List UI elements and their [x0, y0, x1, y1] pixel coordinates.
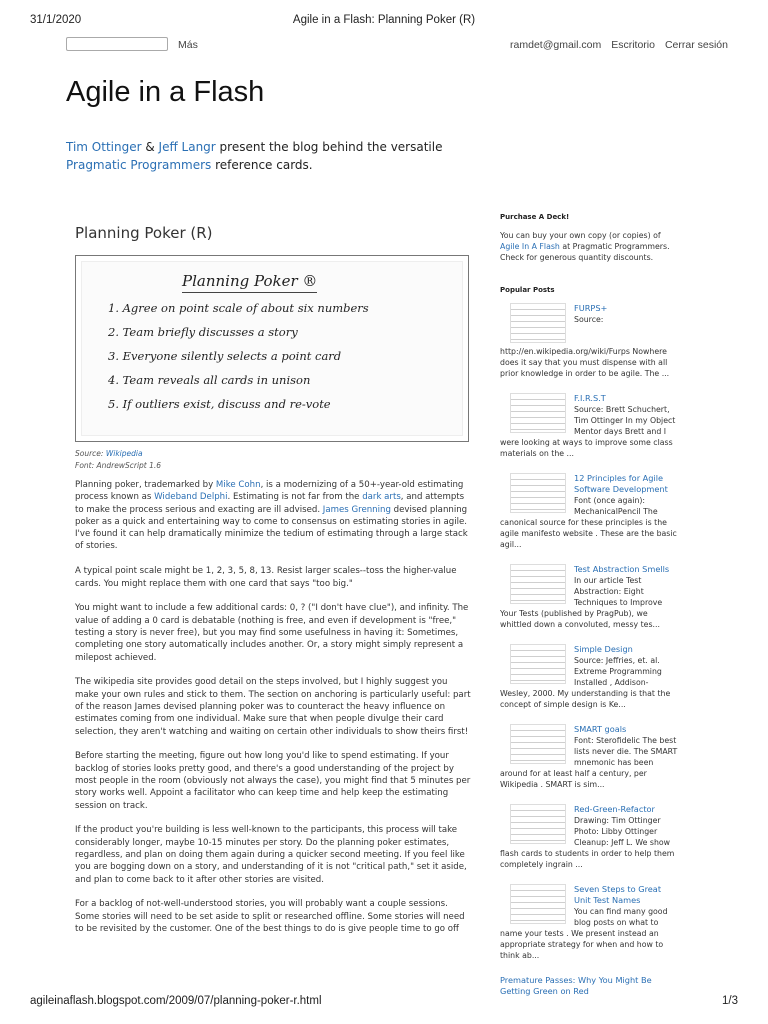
popular-post-snippet: Font: Sterofidelic The best lists never die. The SMART mnemonic has been around for at least half a century, per Wikipedia . SMART is sim...: [500, 736, 678, 789]
popular-post: [500, 473, 678, 550]
wideband-delphi-link[interactable]: Wideband Delphi: [154, 492, 228, 503]
post-title[interactable]: Planning Poker (R): [75, 224, 213, 242]
popular-post-title[interactable]: F.I.R.S.T: [574, 393, 606, 403]
card-title: Planning Poker ®: [182, 272, 317, 293]
mike-cohn-link[interactable]: Mike Cohn: [215, 480, 261, 490]
card-step: 4. Team reveals all cards in unison: [108, 373, 311, 387]
font-credit: Font: AndrewScript 1.6: [75, 461, 162, 470]
popular-post: [500, 303, 678, 379]
popular-post-snippet: Source: Jeffries, et. al. Extreme Programming Installed , Addison-Wesley, 2000. My understanding is that the concept of simple design is Ke...: [500, 656, 671, 709]
popular-post-title[interactable]: Test Abstraction Smells: [574, 564, 670, 574]
paragraph: Before starting the meeting, figure out how long you'd like to spend estimating. If your backlog of stories looks pretty good, and there's a good understanding of the project by most people in the room (obviously not always the case), you might find that 5 minutes per story works well. Appoint a facilitator who can keep time and help keep the estimating session on track.: [75, 751, 471, 811]
author-jeff-link[interactable]: Jeff Langr: [158, 140, 216, 154]
popular-post-title[interactable]: Red-Green-Refactor: [574, 804, 655, 814]
post-thumbnail[interactable]: [510, 804, 566, 844]
popular-post: [500, 975, 678, 997]
popular-post-snippet: You can find many good blog posts on what to name your tests . We present instead an appropriate strategy for when and how to think ab...: [500, 907, 668, 960]
popular-post-title[interactable]: FURPS+: [574, 303, 608, 313]
author-tim-link[interactable]: Tim Ottinger: [66, 140, 142, 154]
logout-link[interactable]: Cerrar sesión: [664, 39, 728, 51]
wikipedia-source-link[interactable]: Wikipedia: [105, 449, 143, 458]
print-url: agileinaflash.blogspot.com/2009/07/planning-poker-r.html: [30, 995, 322, 1007]
popular-post-snippet: Drawing: Tim Ottinger Photo: Libby Ottinger Cleanup: Jeff L. We show flash cards to students in order to help them completely ingrain ...: [500, 816, 675, 869]
post-body: [75, 479, 473, 948]
card-steps: [108, 296, 369, 416]
agile-in-a-flash-link[interactable]: Agile In A Flash: [500, 242, 560, 251]
print-header: [0, 14, 768, 28]
pragprog-link[interactable]: Pragmatic Programmers: [66, 158, 212, 172]
paragraph: Planning poker, trademarked by Mike Cohn, is a modernizing of a 50+-year-old estimating process known as Wideband Delphi. Estimating is not far from the dark arts, and attempts to make the process serious and exacting are ill advised. James Grenning devised planning poker as a quick and entertaining way to come to consensus on estimating stories in agile. I've found it can help dramatically minimize the tedium of estimating through a large stack of stories.: [75, 480, 468, 552]
popular-post: [500, 804, 678, 870]
popular-post: [500, 644, 678, 710]
blogger-navbar: [0, 36, 768, 56]
blog-title[interactable]: Agile in a Flash: [66, 76, 265, 108]
card-step: 3. Everyone silently selects a point card: [108, 349, 342, 363]
post-thumbnail[interactable]: [510, 393, 566, 433]
desktop-link[interactable]: Escritorio: [611, 39, 655, 51]
flash-card: [81, 261, 463, 436]
popular-post-title[interactable]: Seven Steps to Great Unit Test Names: [574, 884, 662, 905]
popular-post-snippet: Font (once again): MechanicalPencil The canonical source for these principles is the agile manifesto website . These are the basic agil...: [500, 496, 677, 549]
paragraph: If the product you're building is less well-known to the participants, this process will take considerably longer, maybe 10-15 minutes per story. Do the planning poker estimates, regardless, and plan on doing them again during a quicker second meeting. If you feel like you are bogging down on a story, and understanding of it is not "critical path," set it aside, and plan to come back to it after other stories are visited.: [75, 825, 467, 885]
page-number: 1/3: [722, 995, 738, 1007]
paragraph: You might want to include a few additional cards: 0, ? ("I don't have clue"), and infinity. The value of adding a 0 card is debatable (nothing is free, and even if development is "free," testing a story is never free), but you may find some usefulness in having it: Sometimes, completing one story automatically includes another. Or, a story might simply represent a milepost achieved.: [75, 603, 469, 663]
popular-post: [500, 393, 678, 459]
card-step: 5. If outliers exist, discuss and re-vote: [108, 397, 331, 411]
popular-post-snippet: Source: Brett Schuchert, Tim Ottinger In my Object Mentor days Brett and I were looking at ways to improve some class materials on the ...: [500, 405, 676, 458]
search-input[interactable]: [66, 37, 168, 51]
popular-posts-list: [500, 303, 678, 997]
popular-post-title[interactable]: 12 Principles for Agile Software Development: [574, 473, 668, 494]
popular-post-title[interactable]: Premature Passes: Why You Might Be Getting Green on Red: [500, 975, 652, 996]
image-caption: Source: Wikipedia Font: AndrewScript 1.6: [75, 449, 162, 470]
post-thumbnail[interactable]: [510, 303, 566, 343]
account-email[interactable]: ramdet@gmail.com: [510, 39, 602, 51]
post-thumbnail[interactable]: [510, 724, 566, 764]
more-link[interactable]: Más: [178, 39, 198, 51]
sidebar: [500, 212, 678, 1011]
purchase-text: You can buy your own copy (or copies) of Agile In A Flash at Pragmatic Programmers. Check for generous quantity discounts.: [500, 231, 670, 262]
popular-post-snippet: In our article Test Abstraction: Eight Techniques to Improve Your Tests (published by PragPub), we whittled down a convoluted, messy tes...: [500, 576, 663, 629]
blog-description: Tim Ottinger & Jeff Langr present the blog behind the versatile Pragmatic Programmers reference cards.: [66, 140, 443, 172]
popular-posts-heading: Popular Posts: [500, 286, 555, 294]
popular-post-title[interactable]: Simple Design: [574, 644, 633, 654]
james-grenning-link[interactable]: James Grenning: [322, 504, 391, 515]
post-thumbnail[interactable]: [510, 884, 566, 924]
paragraph: A typical point scale might be 1, 2, 3, 5, 8, 13. Resist larger scales--toss the higher-value cards. You might replace them with one card that says "too big.": [75, 566, 457, 589]
print-footer: [0, 995, 768, 1009]
navbar-account-links: [510, 39, 728, 51]
purchase-heading: Purchase A Deck!: [500, 213, 570, 221]
post-thumbnail[interactable]: [510, 473, 566, 513]
print-title: Agile in a Flash: Planning Poker (R): [292, 14, 476, 26]
card-step: 2. Team briefly discusses a story: [108, 325, 298, 339]
popular-post: [500, 724, 678, 790]
dark-arts-link[interactable]: dark arts: [362, 492, 401, 503]
flash-card-image: [75, 255, 469, 442]
print-date: 31/1/2020: [30, 14, 82, 26]
post-thumbnail[interactable]: [510, 644, 566, 684]
post-thumbnail[interactable]: [510, 564, 566, 604]
paragraph: For a backlog of not-well-understood stories, you will probably want a couple sessions. Some stories will need to be set aside to split or researched offline. Some stories will need to be revisited by the customer. One of the best things to do is give people time to go off: [75, 899, 465, 934]
popular-post: [500, 884, 678, 961]
popular-post: [500, 564, 678, 630]
popular-post-snippet: Source: http://en.wikipedia.org/wiki/Furps Nowhere does it say that you must dispense with all prior knowledge in order to be agile. The ...: [500, 315, 670, 378]
paragraph: The wikipedia site provides good detail on the steps involved, but I highly suggest you make your own rules and stick to them. The section on anchoring is particularly useful: part of the reason James devised planning poker was to counteract the heavy influence on estimates coming from one individual. Make sure that when people divulge their card selection, they aren't watching and waiting on certain other individuals to show theirs first!: [75, 677, 471, 737]
popular-post-title[interactable]: SMART goals: [574, 724, 627, 734]
card-step: 1. Agree on point scale of about six numbers: [108, 301, 369, 315]
